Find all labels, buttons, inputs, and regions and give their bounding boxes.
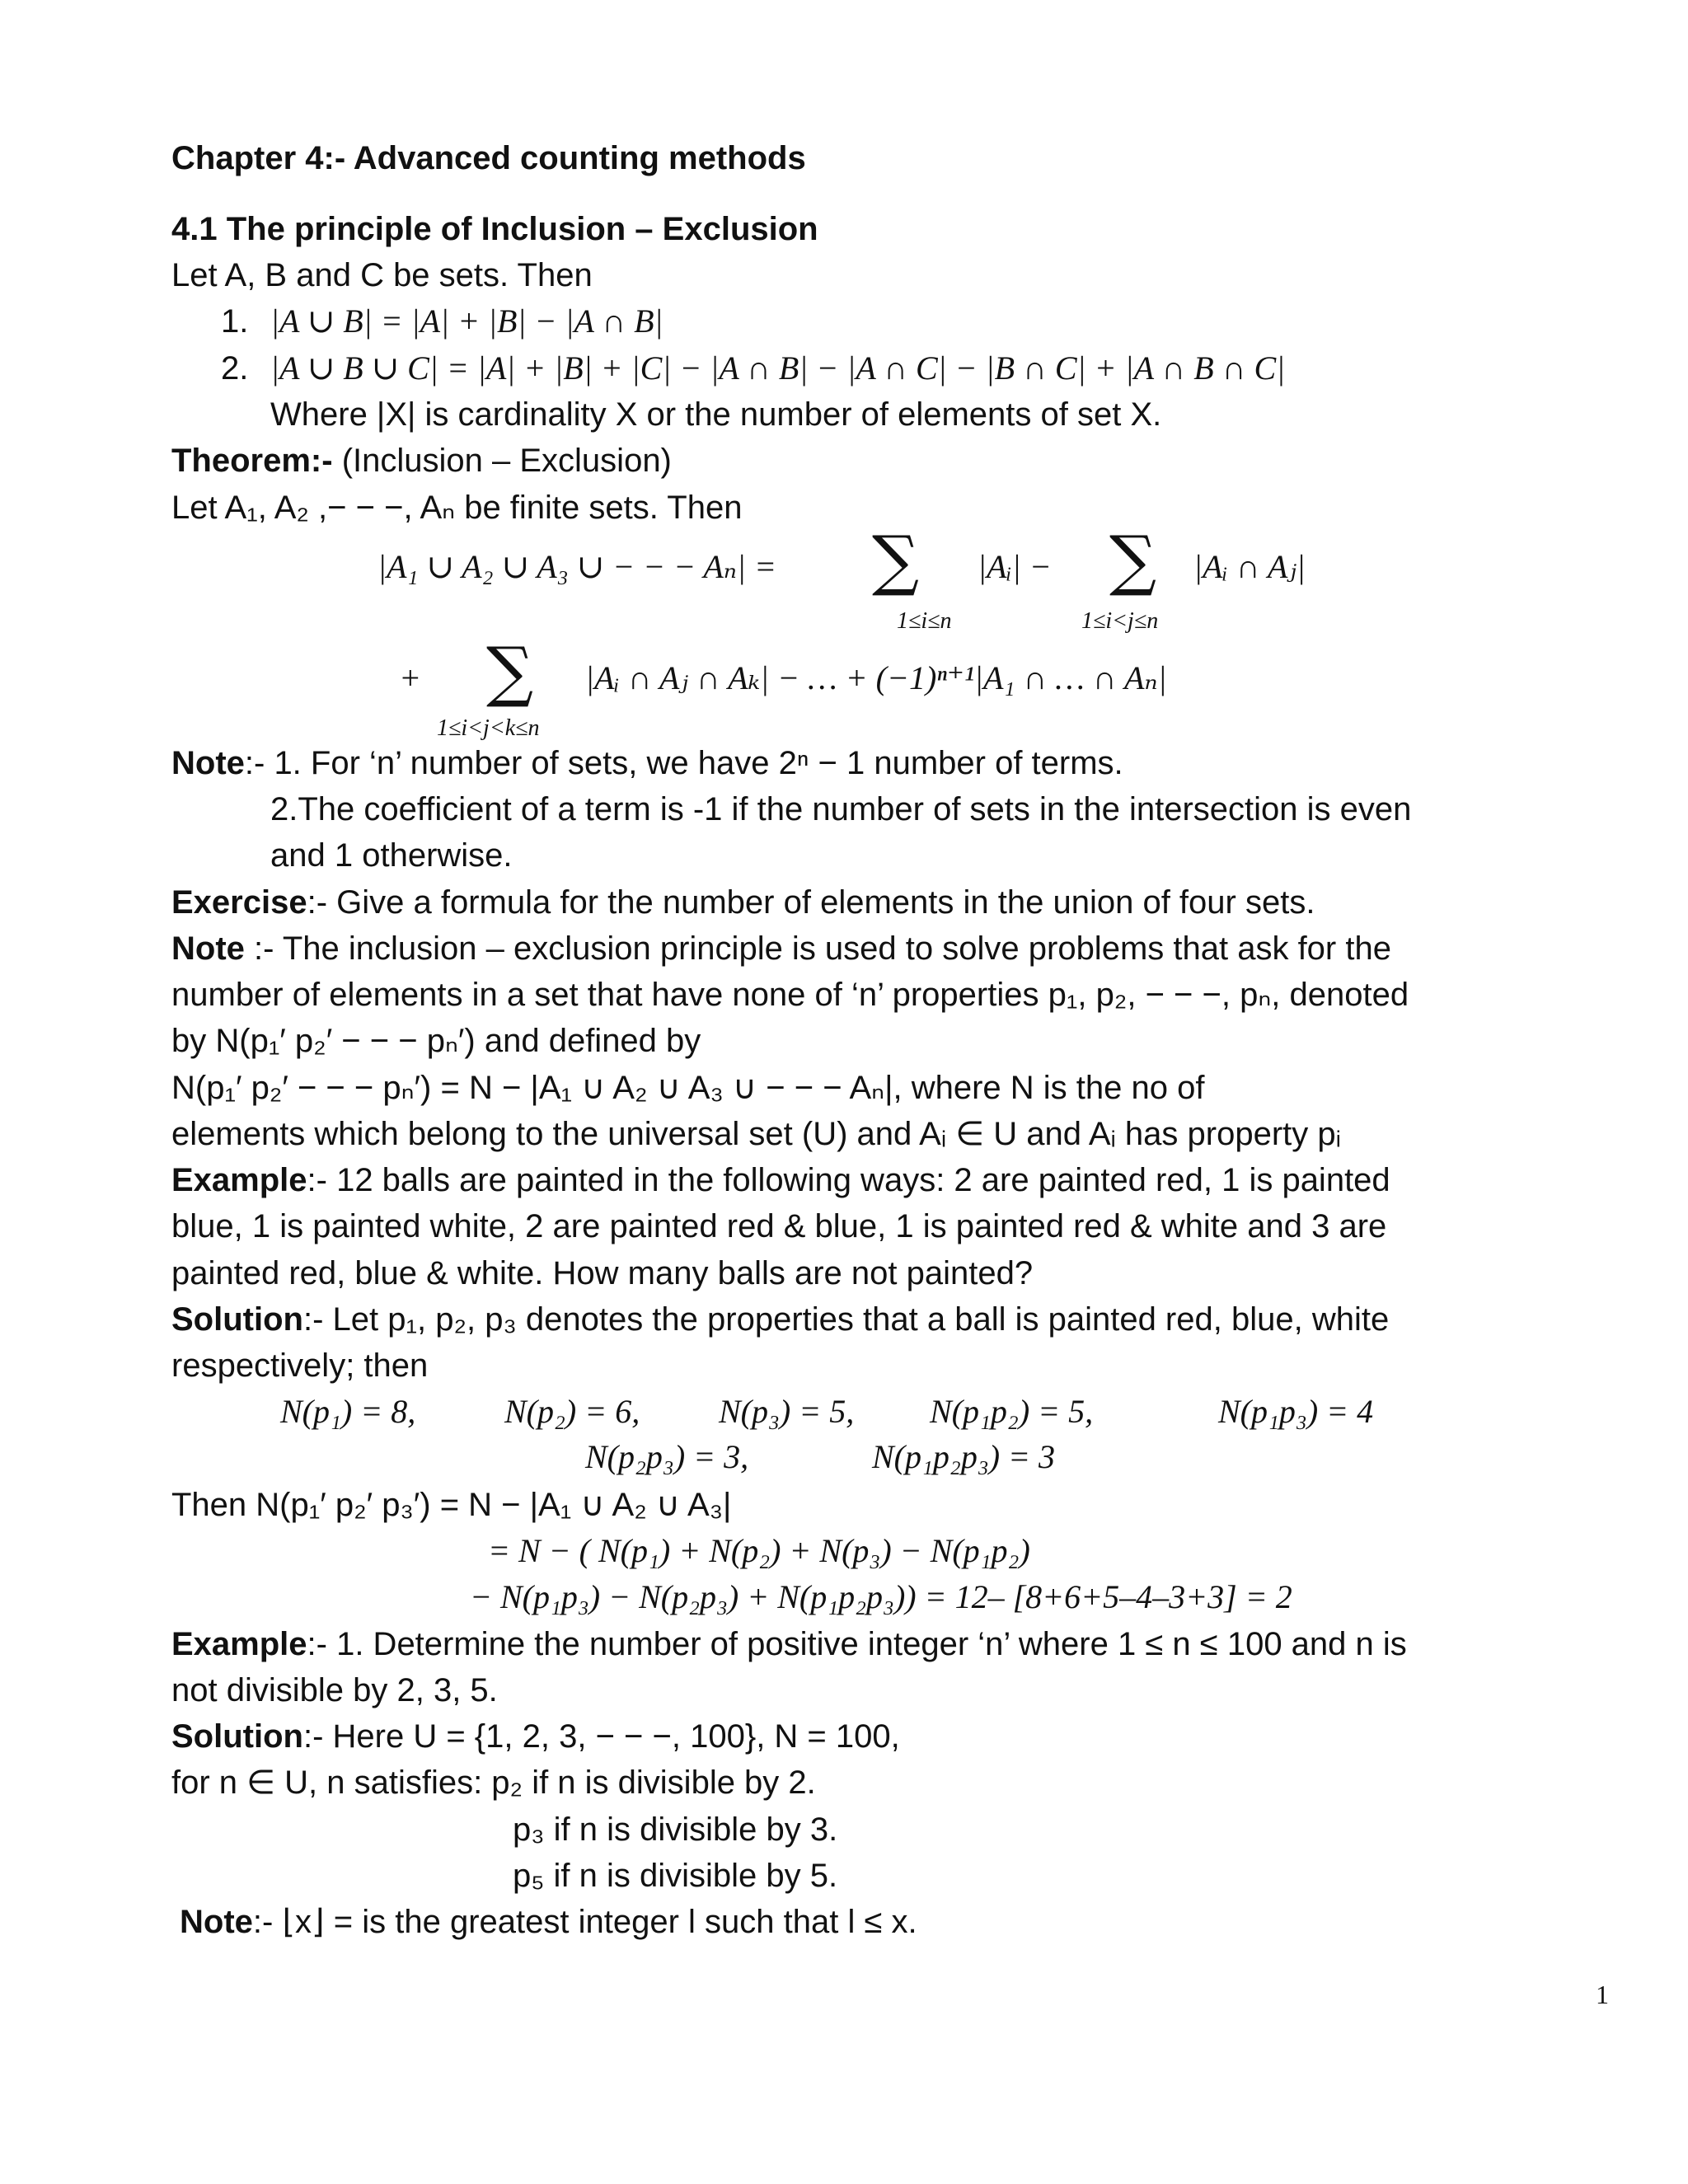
sigma-symbol: ∑: [872, 522, 920, 598]
note-line: and 1 otherwise.: [270, 837, 513, 874]
then-line: Then N(p₁′ p₂′ p₃′) = N − |A₁ ∪ A₂ ∪ A₃|: [171, 1487, 732, 1523]
page-number: 1: [1596, 1980, 1609, 2009]
note-line: 2.The coefficient of a term is -1 if the number of sets in the intersection is even: [270, 791, 1412, 827]
solution-2: [171, 1720, 900, 1753]
value-eq: N(p₂p₃) = 3,: [585, 1438, 749, 1475]
exercise: [171, 886, 1315, 919]
exercise-text: :- Give a formula for the number of elements in the union of four sets.: [307, 884, 1315, 921]
section-title: 4.1 The principle of Inclusion – Exclusion: [171, 211, 818, 247]
sigma-symbol: ∑: [1109, 522, 1157, 598]
solution-line: p₅ if n is divisible by 5.: [513, 1858, 838, 1894]
example-label: Example: [171, 1626, 307, 1662]
example-1: [171, 1164, 1390, 1197]
solution-label: Solution: [171, 1301, 303, 1338]
example-label: Example: [171, 1162, 307, 1198]
where-line: Where |X| is cardinality X or the number of elements of set X.: [270, 396, 1162, 433]
value-eq: N(p₃) = 5,: [719, 1393, 855, 1430]
solution-1: [171, 1303, 1389, 1336]
solution-line: p₃ if n is divisible by 3.: [513, 1811, 838, 1848]
note-text: :- ⌊x⌋ = is the greatest integer l such that l ≤ x.: [252, 1904, 917, 1940]
example-line: not divisible by 2, 3, 5.: [171, 1672, 498, 1708]
exercise-label: Exercise: [171, 884, 307, 921]
note-2: [171, 932, 1391, 965]
sum-term: |Aᵢ ∩ Aⱼ|: [1193, 548, 1306, 585]
solution-text: :- Here U = {1, 2, 3, − − −, 100}, N = 100,: [302, 1718, 900, 1755]
chapter-title: Chapter 4:- Advanced counting methods: [171, 140, 806, 176]
note-text: :- The inclusion – exclusion principle is used to solve problems that ask for the: [244, 930, 1391, 967]
sum-limit: 1≤i≤n: [897, 608, 952, 634]
note-label: Note: [171, 745, 245, 781]
example-text: :- 12 balls are painted in the following ways: 2 are painted red, 1 is painted: [307, 1162, 1390, 1198]
example-2: [171, 1628, 1407, 1661]
solution-text: :- Let p₁, p₂, p₃ denotes the properties that a ball is painted red, blue, white: [302, 1301, 1390, 1338]
solution-label: Solution: [171, 1718, 303, 1755]
value-eq: N(p₁p₂) = 5,: [930, 1393, 1094, 1430]
example-text: :- 1. Determine the number of positive integer ‘n’ where 1 ≤ n ≤ 100 and n is: [307, 1626, 1407, 1662]
example-line: painted red, blue & white. How many balls are not painted?: [171, 1255, 1034, 1291]
value-eq: N(p₁p₃) = 4: [1218, 1393, 1374, 1430]
sum-limit: 1≤i<j<k≤n: [437, 715, 540, 741]
note-3: [180, 1905, 917, 1938]
theorem-let-line: Let A₁, A₂ ,− − −, Aₙ be finite sets. Then: [171, 490, 743, 526]
intro-line: Let A, B and C be sets. Then: [171, 257, 593, 293]
sum-term: |Aᵢ ∩ Aⱼ ∩ Aₖ| − … + (−1)ⁿ⁺¹|A₁ ∩ … ∩ Aₙ|: [585, 659, 1167, 696]
rule-number: 1.: [221, 303, 249, 340]
example-line: blue, 1 is painted white, 2 are painted red & blue, 1 is painted red & white and 3 are: [171, 1208, 1387, 1244]
theorem-label: Theorem:-: [171, 443, 333, 479]
sum-term: |Aᵢ| −: [978, 548, 1052, 585]
note-text: :- 1. For ‘n’ number of sets, we have 2ⁿ − 1 number of terms.: [244, 745, 1123, 781]
rule-number: 2.: [221, 350, 249, 387]
formula-lhs: |A₁ ∪ A₂ ∪ A₃ ∪ − − − Aₙ| =: [377, 548, 777, 585]
theorem-heading: [171, 444, 672, 477]
rule-formula: |A ∪ B| = |A| + |B| − |A ∩ B|: [270, 302, 663, 340]
sum-limit: 1≤i<j≤n: [1081, 608, 1159, 634]
solution-line: respectively; then: [171, 1347, 429, 1384]
note-line: elements which belong to the universal set (U) and Aᵢ ∈ U and Aᵢ has property pᵢ: [171, 1116, 1341, 1152]
equation-line: = N − ( N(p₁) + N(p₂) + N(p₃) − N(p₁p₂): [488, 1532, 1030, 1569]
rule-formula: |A ∪ B ∪ C| = |A| + |B| + |C| − |A ∩ B| − |A ∩ C| − |B ∩ C| + |A ∩ B ∩ C|: [270, 349, 1286, 387]
theorem-title: (Inclusion – Exclusion): [341, 443, 672, 479]
value-eq: N(p₂) = 6,: [504, 1393, 640, 1430]
note-line: number of elements in a set that have none of ‘n’ properties p₁, p₂, − − −, pₙ, denoted: [171, 977, 1409, 1013]
note-label: Note: [171, 930, 245, 967]
note-line: N(p₁′ p₂′ − − − pₙ′) = N − |A₁ ∪ A₂ ∪ A₃ ∪ − − − Aₙ|, where N is the no of: [171, 1070, 1205, 1106]
note-1: [171, 747, 1123, 780]
solution-line: for n ∈ U, n satisfies: p₂ if n is divisible by 2.: [171, 1765, 816, 1801]
note-label: Note: [180, 1904, 253, 1940]
plus-sign: +: [399, 659, 421, 696]
sigma-symbol: ∑: [486, 633, 534, 710]
value-eq: N(p₁) = 8,: [280, 1393, 416, 1430]
value-eq: N(p₁p₂p₃) = 3: [872, 1438, 1056, 1475]
note-line: by N(p₁′ p₂′ − − − pₙ′) and defined by: [171, 1023, 701, 1059]
equation-line: − N(p₁p₃) − N(p₂p₃) + N(p₁p₂p₃)) = 12– [8+6+5–4–3+3] = 2: [470, 1578, 1292, 1615]
